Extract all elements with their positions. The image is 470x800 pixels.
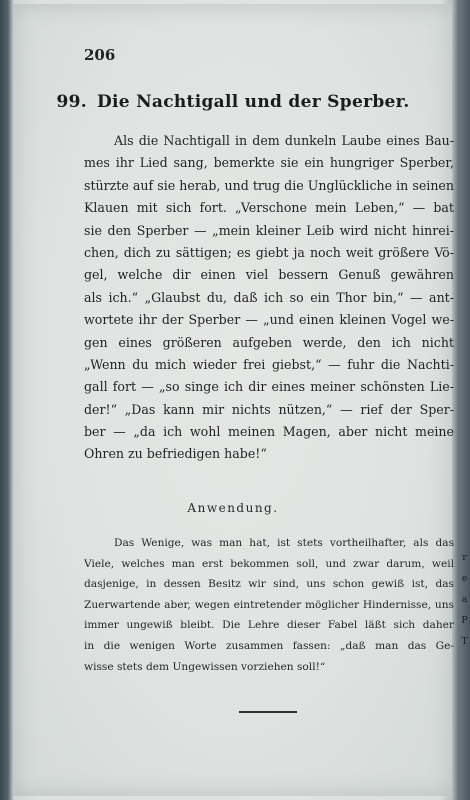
- fable-line: wortete ihr der Sperber — „und einen kleinen Vogel we-: [84, 312, 454, 328]
- fable-line: sie den Sperber — „mein kleiner Leib wird nicht hinrei-: [84, 222, 454, 238]
- edge-mark: T: [461, 637, 468, 647]
- moral-text: [84, 533, 454, 677]
- moral-line: Viele, welches man erst bekommen soll, und zwar darum, weil: [84, 557, 454, 570]
- moral-heading: Anwendung.: [187, 501, 279, 515]
- edge-mark: e: [461, 574, 468, 584]
- fable-title: [14, 92, 452, 112]
- moral-line: wisse stets dem Ungewissen vorziehen soll!“: [84, 660, 326, 673]
- fable-line: gall fort — „so singe ich dir eines meiner schönsten Lie-: [84, 379, 454, 395]
- edge-mark: r: [462, 553, 467, 563]
- fable-line: „Wenn du mich wieder frei giebst,“ — fuhr die Nachti-: [84, 356, 454, 372]
- fable-number: 99.: [56, 92, 87, 112]
- moral-line: Zuerwartende aber, wegen eintretender möglicher Hindernisse, uns: [84, 598, 454, 611]
- fable-line: als ich.“ „Glaubst du, daß ich so ein Thor bin,“ — ant-: [84, 289, 454, 305]
- fable-line: der!“ „Das kann mir nichts nützen,“ — rief der Sper-: [84, 401, 454, 417]
- adjacent-page-edge-text: [459, 548, 470, 653]
- moral-line: dasjenige, in dessen Besitz wir sind, uns schon gewiß ist, das: [84, 578, 454, 591]
- fable-line: chen, dich zu sättigen; es giebt ja noch weit größere Vö-: [84, 244, 454, 260]
- fable-line: Ohren zu befriedigen habe!“: [84, 446, 267, 462]
- fable-text: [84, 130, 454, 466]
- fable-line: gen eines größeren aufgeben werde, den ich nicht: [84, 334, 454, 350]
- book-page: [14, 4, 452, 796]
- moral-line: immer ungewiß bleibt. Die Lehre dieser Fabel läßt sich daher: [84, 619, 454, 632]
- moral-line: in die wenigen Worte zusammen fassen: „daß man das Ge-: [84, 639, 454, 652]
- fable-title-text: Die Nachtigall und der Sperber.: [96, 92, 410, 112]
- fable-line: ber — „da ich wohl meinen Magen, aber nicht meine: [84, 424, 454, 440]
- edge-mark: P: [461, 616, 468, 626]
- moral-line: Das Wenige, was man hat, ist stets vortheilhafter, als das: [114, 537, 454, 549]
- page-number: 206: [84, 46, 116, 64]
- fable-line: mes ihr Lied sang, bemerkte sie ein hungriger Sperber,: [84, 155, 454, 171]
- fable-line: gel, welche dir einen viel bessern Genuß gewähren: [84, 267, 454, 283]
- closing-rule: [239, 711, 297, 713]
- edge-mark: a: [461, 595, 468, 605]
- fable-line: stürzte auf sie herab, und trug die Unglückliche in seinen: [84, 177, 454, 193]
- fable-line: Als die Nachtigall in dem dunkeln Laube eines Bau-: [114, 133, 454, 148]
- fable-line: Klauen mit sich fort. „Verschone mein Leben,“ — bat: [84, 200, 454, 216]
